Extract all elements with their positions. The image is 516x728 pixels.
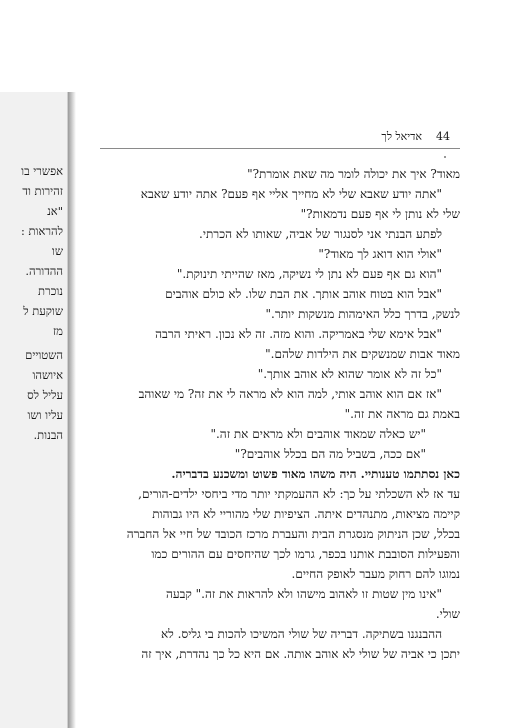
left-page-line: ההדורה. <box>25 264 63 278</box>
text-line: "אם ככה, בשביל מה הם בכלל אוהבים?" <box>234 448 426 460</box>
left-page-line: שוקעת ל <box>23 304 63 318</box>
text-line: מאוד? איך את יכולה לומר מה שאת אומרת?" <box>247 168 460 180</box>
left-page-line: איושהו <box>32 368 63 382</box>
left-page-line: להראות : <box>20 224 63 238</box>
text-line: עד אז לא השכלתי על כך: לא ההעמקתי יותר מדי ביחסי ילדים-הורים, <box>138 488 460 500</box>
text-line: בכלל, שכן הניתוק מנסגרת הבית והעברת מרכז הכובד של חיי אל החברה <box>126 528 460 540</box>
left-page-line: עליו ושו <box>27 408 63 422</box>
text-line: שלי לא נותן לי אף פעם נדמאות?" <box>300 208 460 220</box>
main-page <box>76 96 496 728</box>
text-line: "אינו מין שטות זו לאהוב מישהו ולא להראות את זה." קבעה <box>165 588 442 600</box>
page-header <box>381 130 450 143</box>
left-page-line: שו <box>51 244 63 258</box>
header-rule <box>100 148 460 149</box>
text-line: "אבל הוא בטוח אוהב אותך. את הבת שלו. לא כולם אוהבים <box>165 288 442 300</box>
text-line: ההבנגנו בשתיקה. דבריה של שולי המשיכו להכות בי גליס. לא <box>160 628 442 640</box>
left-page-line: מז <box>52 324 63 338</box>
text-line: והפעילות הסובבת אותנו בכפר, גרמו לכך שהיחסים עם ההורים כמו <box>151 548 460 560</box>
left-page-line: אפשרי בו <box>21 164 63 178</box>
text-line: "אולי הוא דואג לך מאוד?" <box>318 248 442 260</box>
text-line: שולי. <box>435 608 460 620</box>
text-line: מאוד אבות שמנשקים את הילדות שלהם." <box>265 348 460 360</box>
left-page-line: נוכרת <box>38 284 63 298</box>
text-line: "אבל אימא שלי באמריקה. והוא מזה. זה לא נכון. ראיתי הרבה <box>155 328 442 340</box>
left-page-line: "אנ <box>47 204 63 218</box>
text-line: "יש כאלה שמאוד אוהבים ולא מראים את זה." <box>210 428 426 440</box>
text-line: כאן נסתתמו טענותיי. היה משהו מאוד פשוט ומשכנע בדבריה. <box>171 468 460 480</box>
text-line: "הוא גם אף פעם לא נתן לי נשיקה, מאז שהייתי תינוקת." <box>176 268 442 280</box>
text-line: "אתה יודע שאבא שלי לא מחייך אליי אף פעם? אתה יודע שאבא <box>140 188 442 200</box>
text-line: "כל זה לא אומר שהוא לא אוהב אותך." <box>257 368 442 380</box>
text-line: יתכן כי אביה של שולי לא אוהב אותה. אם היא כל כך נהדרת, איך זה <box>141 648 460 660</box>
left-page-line: עליל לס <box>27 388 63 402</box>
text-line: נמוגו להם רחוק מעבר לאופק החיים. <box>291 568 460 580</box>
left-page-line: השטויים <box>25 348 63 362</box>
page-gutter-shadow <box>68 92 76 728</box>
text-line: "אז אם הוא אוהב אותי, למה הוא לא מראה לי את זה? מי שאוהב <box>138 388 442 400</box>
page-number: 44 <box>436 130 450 143</box>
left-page-line: זהירות וד <box>22 184 63 198</box>
left-facing-page <box>0 92 68 728</box>
running-title: אדיאל לך <box>381 130 422 143</box>
paper-speck <box>444 156 446 158</box>
text-line: באמת גם מראה את זה." <box>344 408 460 420</box>
text-line: לנשק, בדרך כלל האימהות מנשקות יותר." <box>265 308 460 320</box>
text-line: קיימה מציאות, מתנהדים איתה. הציפיות שלי מהוריי לא היו גבוהות <box>152 508 460 520</box>
left-page-line: הבנות. <box>33 428 63 442</box>
text-line: לפתע הבנתי אני לסנגור של אביה, שאותו לא הכרתי. <box>199 228 442 240</box>
